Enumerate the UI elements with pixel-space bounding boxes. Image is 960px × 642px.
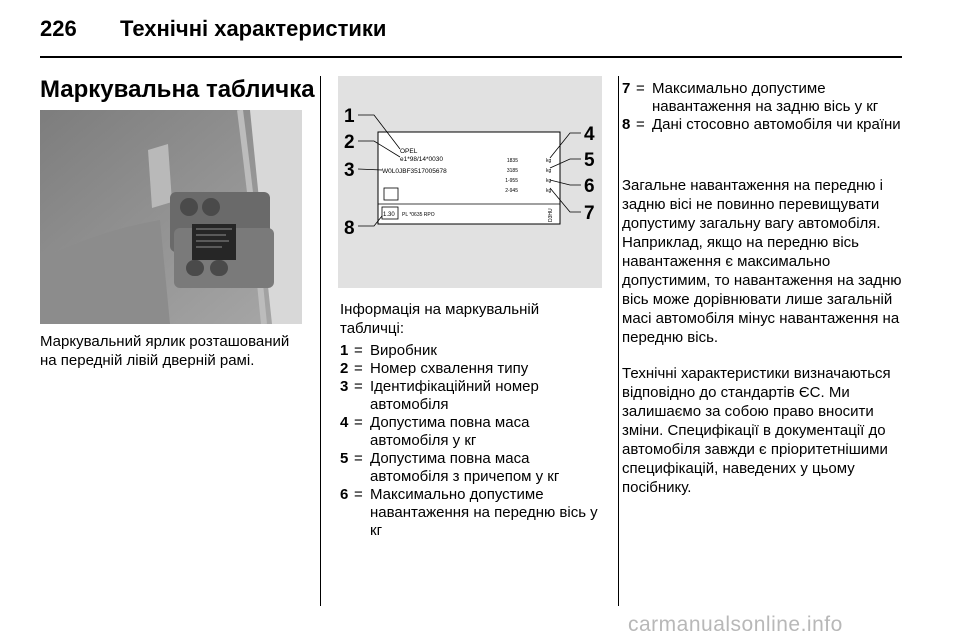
callout-6: 6 <box>584 176 595 197</box>
page-number: 226 <box>40 16 77 41</box>
legend-item-5 <box>340 450 610 486</box>
column-divider-left <box>320 76 321 606</box>
legend-text: Максимально допустиме навантаження на передню вісь у кг <box>370 486 598 539</box>
plate-mass-4: 2-945 <box>505 188 518 194</box>
legend-num: 4 <box>340 414 349 431</box>
paragraph-load: Загальне навантаження на передню і задню вісі не повинно перевищувати допустиму загальну вагу автомобіля. Наприклад, якщо на передню вісь навантаження є максимально допустимим, то навантаження на задню вісь може дорівнювати лише загальній масі автомобіля мінус навантаження на передню вісь. <box>622 177 902 346</box>
plate-unit-3: kg <box>546 178 552 184</box>
legend-eq: = <box>354 450 363 467</box>
legend-text: Дані стосовно автомобіля чи країни <box>652 116 901 133</box>
callout-5: 5 <box>584 150 595 171</box>
callout-2: 2 <box>344 132 355 153</box>
label-diagram <box>338 76 602 288</box>
legend-list-a <box>340 342 610 540</box>
legend-num: 3 <box>340 378 349 395</box>
legend-item-8 <box>622 116 906 134</box>
plate-bottom-left: 1.30 <box>383 212 395 218</box>
legend-text: Допустима повна маса автомобіля з причепом у кг <box>370 450 560 485</box>
legend-item-7 <box>622 80 906 116</box>
legend-item-3 <box>340 378 610 414</box>
plate-mass-2: 3185 <box>506 168 518 174</box>
legend-num: 2 <box>340 360 349 377</box>
plate-mass-3: 1-955 <box>505 178 518 184</box>
legend-text: Максимально допустиме навантаження на задню вісь у кг <box>652 80 879 115</box>
legend-eq: = <box>354 342 363 359</box>
legend-eq: = <box>354 360 363 377</box>
legend-num: 1 <box>340 342 349 359</box>
legend-item-6 <box>340 486 610 540</box>
legend-list-b <box>622 80 906 134</box>
plate-unit-4: kg <box>546 188 552 194</box>
plate-vin: W0L0JBF3517005678 <box>382 168 447 175</box>
callout-4: 4 <box>584 124 595 145</box>
legend-text: Ідентифікаційний номер автомобіля <box>370 378 539 413</box>
legend-eq: = <box>354 378 363 395</box>
legend-eq: = <box>354 414 363 431</box>
legend-item-4 <box>340 414 610 450</box>
header-divider <box>40 56 902 58</box>
section-title: Маркувальна табличка <box>40 76 315 103</box>
plate-unit-1: kg <box>546 158 552 164</box>
legend-eq: = <box>636 80 645 97</box>
legend-text: Допустима повна маса автомобіля у кг <box>370 414 530 449</box>
plate-mass-1: 1835 <box>506 158 518 164</box>
photo-caption: Маркувальний ярлик розташований на передній лівій дверній рамі. <box>40 333 290 369</box>
plate-brand: OPEL <box>400 148 418 155</box>
legend-eq: = <box>354 486 363 503</box>
legend-text: Виробник <box>370 342 437 359</box>
column-divider-right <box>618 76 619 606</box>
plate-approval: e1*98/14*0030 <box>400 156 444 163</box>
legend-item-1 <box>340 342 610 360</box>
legend-num: 6 <box>340 486 349 503</box>
watermark: carmanualsonline.info <box>628 613 843 636</box>
legend-num: 8 <box>622 116 631 133</box>
paragraph-specs: Технічні характеристики визначаються відповідно до стандартів ЄС. Ми залишаємо за собою право вносити зміни. Специфікації в документації до автомобіля завжди є пріоритетнішими специфікацій, наведених у цьому посібнику. <box>622 365 891 496</box>
callout-1: 1 <box>344 106 355 127</box>
legend-text: Номер схвалення типу <box>370 360 529 377</box>
legend-item-2 <box>340 360 610 378</box>
plate-side-code: D3HU <box>548 208 554 222</box>
door-frame-photo <box>40 110 302 324</box>
plate-unit-2: kg <box>546 168 552 174</box>
legend-num: 7 <box>622 80 631 97</box>
callout-8: 8 <box>344 218 355 239</box>
legend-eq: = <box>636 116 645 133</box>
plate-bottom-code: PL *0635 RPO <box>402 212 435 218</box>
legend-num: 5 <box>340 450 349 467</box>
page-header-title: Технічні характеристики <box>120 16 387 41</box>
callout-3: 3 <box>344 160 355 181</box>
info-intro: Інформація на маркувальній табличці: <box>340 301 540 337</box>
callout-7: 7 <box>584 203 595 224</box>
